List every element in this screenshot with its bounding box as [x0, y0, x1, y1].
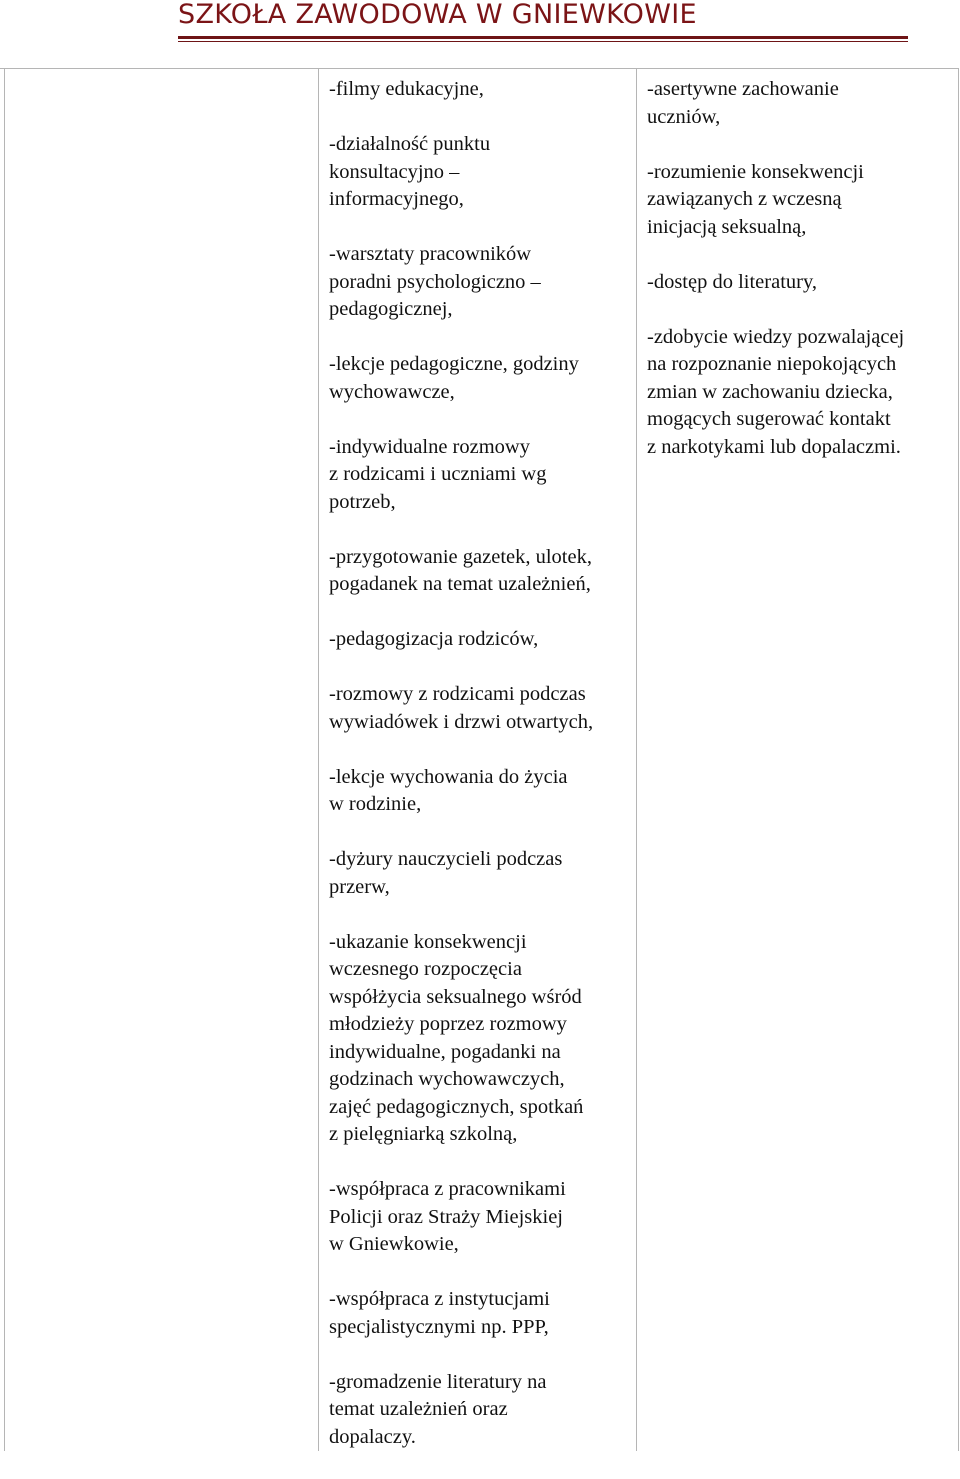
header-divider	[178, 36, 908, 39]
text-line: uczniów,	[647, 105, 721, 128]
table-border-left	[4, 68, 5, 1451]
text-line: -rozmowy z rodzicami podczas	[329, 683, 586, 705]
text-line: poradni psychologiczno –	[329, 270, 541, 293]
list-item	[329, 544, 634, 599]
text-line: zajęć pedagogicznych, spotkań	[329, 1095, 584, 1118]
list-item	[329, 626, 634, 654]
table-cell-methods	[329, 76, 634, 1479]
text-line: wywiadówek i drzwi otwartych,	[329, 710, 594, 733]
text-line: indywidualne, pogadanki na	[329, 1040, 561, 1063]
text-line: -przygotowanie gazetek, ulotek,	[329, 545, 592, 568]
text-line: zawiązanych z wczesną	[647, 188, 842, 210]
list-item	[647, 269, 957, 297]
list-item	[329, 1369, 634, 1452]
list-item	[329, 846, 634, 901]
text-line: -współpraca z instytucjami	[329, 1288, 550, 1310]
text-line: temat uzależnień oraz	[329, 1398, 508, 1420]
text-line: konsultacyjno –	[329, 160, 460, 183]
text-line: młodzieży poprzez rozmowy	[329, 1013, 567, 1035]
text-line: z pielęgniarką szkolną,	[329, 1123, 518, 1145]
text-line: pedagogicznej,	[329, 298, 453, 320]
table-column-divider	[636, 68, 637, 1451]
header-divider-thin	[178, 41, 908, 42]
text-line: wczesnego rozpoczęcia	[329, 958, 522, 980]
text-line: informacyjnego,	[329, 188, 464, 210]
list-item	[647, 159, 957, 242]
text-line: godzinach wychowawczych,	[329, 1068, 565, 1090]
text-line: potrzeb,	[329, 490, 396, 513]
list-item	[329, 681, 634, 736]
list-item	[329, 764, 634, 819]
text-line: specjalistycznymi np. PPP,	[329, 1315, 549, 1338]
text-line: pogadanek na temat uzależnień,	[329, 573, 591, 595]
text-line: -dostęp do literatury,	[647, 270, 818, 293]
table-column-divider	[318, 68, 319, 1451]
list-item	[329, 1176, 634, 1259]
text-line: -warsztaty pracowników	[329, 243, 532, 265]
text-line: -ukazanie konsekwencji	[329, 930, 527, 953]
text-line: -filmy edukacyjne,	[329, 78, 484, 100]
text-line: współżycia seksualnego wśród	[329, 985, 582, 1008]
text-line: -asertywne zachowanie	[647, 78, 839, 100]
list-item	[329, 929, 634, 1149]
text-line: -zdobycie wiedzy pozwalającej	[647, 325, 905, 348]
list-item	[329, 434, 634, 517]
text-line: mogących sugerować kontakt	[647, 408, 891, 430]
table-border-right	[958, 68, 959, 1451]
document-header-title: SZKOŁA ZAWODOWA W GNIEWKOWIE	[178, 0, 697, 30]
text-line: -współpraca z pracownikami	[329, 1178, 566, 1200]
list-item	[329, 131, 634, 214]
text-line: -gromadzenie literatury na	[329, 1370, 547, 1393]
text-line: w rodzinie,	[329, 793, 422, 815]
list-item	[329, 351, 634, 406]
list-item	[329, 76, 634, 104]
list-item	[647, 324, 957, 462]
text-line: przerw,	[329, 875, 390, 898]
text-line: dopalaczy.	[329, 1425, 416, 1448]
text-line: Policji oraz Straży Miejskiej	[329, 1205, 563, 1228]
text-line: z narkotykami lub dopalaczmi.	[647, 435, 901, 458]
table-cell-outcomes	[647, 76, 957, 489]
list-item	[329, 1286, 634, 1341]
text-line: -rozumienie konsekwencji	[647, 160, 864, 183]
list-item	[647, 76, 957, 131]
text-line: w Gniewkowie,	[329, 1233, 459, 1255]
text-line: -indywidualne rozmowy	[329, 435, 530, 458]
text-line: inicjacją seksualną,	[647, 215, 807, 238]
text-line: -dyżury nauczycieli podczas	[329, 848, 563, 870]
text-line: na rozpoznanie niepokojących	[647, 353, 897, 375]
text-line: -lekcje pedagogiczne, godziny	[329, 353, 579, 375]
text-line: -pedagogizacja rodziców,	[329, 628, 539, 650]
text-line: zmian w zachowaniu dziecka,	[647, 380, 893, 403]
text-line: z rodzicami i uczniami wg	[329, 463, 547, 485]
text-line: -lekcje wychowania do życia	[329, 765, 568, 788]
text-line: -działalność punktu	[329, 133, 491, 155]
list-item	[329, 241, 634, 324]
text-line: wychowawcze,	[329, 380, 455, 403]
